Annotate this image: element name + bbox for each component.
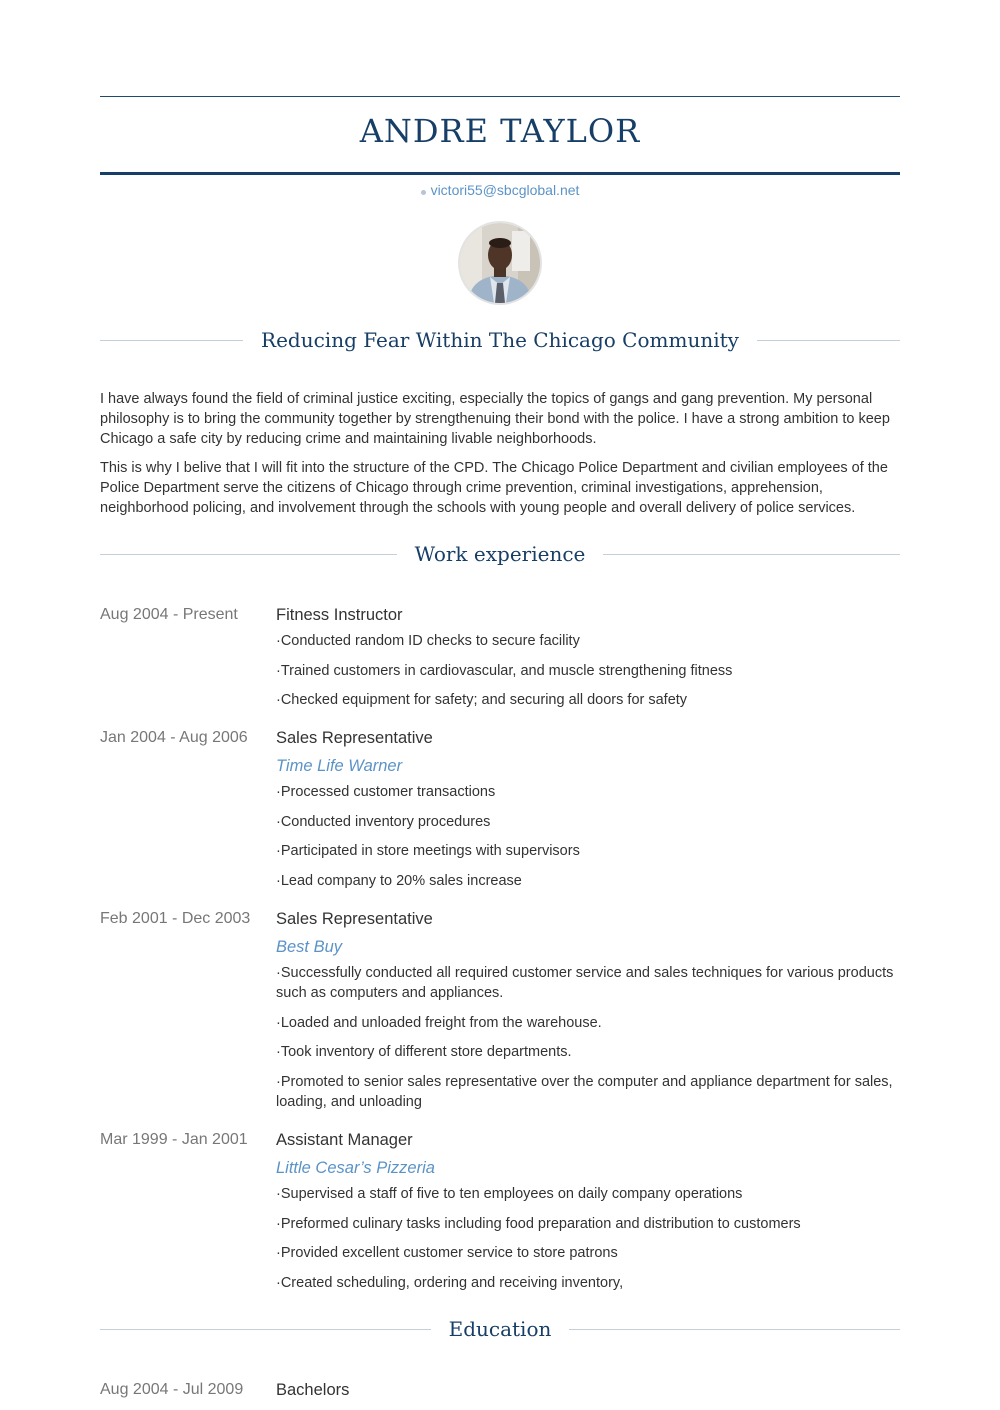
- job-role: Sales Representative: [276, 729, 433, 747]
- work-experience-heading: [100, 539, 900, 569]
- header-bottom-rule: [100, 172, 900, 175]
- candidate-name: ANDRE TAYLOR: [359, 112, 641, 150]
- job-company: Best Buy: [276, 938, 343, 956]
- work-experience-title: Work experience: [397, 539, 604, 569]
- job-dates: Mar 1999 - Jan 2001: [100, 1131, 248, 1148]
- job-company: Little Cesar’s Pizzeria: [276, 1159, 435, 1177]
- job-details: [276, 1128, 900, 1303]
- list-item: ·Trained customers in cardiovascular, and muscle strengthening fitness: [276, 662, 733, 679]
- bullet-dot-icon: [421, 190, 426, 195]
- summary-text: [100, 389, 900, 527]
- education-heading: [100, 1314, 900, 1344]
- list-item: ·Conducted inventory procedures: [276, 813, 491, 830]
- list-item: ·Successfully conducted all required customer service and sales techniques for various products such as computers and appliances.: [276, 965, 894, 1001]
- list-item: ·Participated in store meetings with supervisors: [276, 843, 580, 860]
- list-item: ·Supervised a staff of five to ten employees on daily company operations: [276, 1186, 743, 1202]
- education-title: Education: [431, 1314, 570, 1344]
- job-bullets: [276, 631, 900, 710]
- list-item: ·Preformed culinary tasks including food preparation and distribution to customers: [276, 1215, 801, 1232]
- summary-paragraph: I have always found the field of criminal justice exciting, especially the topics of gangs and gang prevention. My personal philosophy is to bring the community together by strengthenuing their bond with the police. I have a strong ambition to keep Chicago a safe city by reducing crime and maintaining livable neighborhoods.: [100, 391, 890, 447]
- list-item: ·Processed customer transactions: [276, 784, 496, 800]
- job-details: [276, 603, 900, 720]
- list-item: ·Provided excellent customer service to store patrons: [276, 1245, 618, 1262]
- contact-line: [100, 182, 900, 198]
- list-item: ·Checked equipment for safety; and securing all doors for safety: [276, 692, 688, 709]
- education-dates: Aug 2004 - Jul 2009: [100, 1381, 244, 1398]
- job-company: Time Life Warner: [276, 757, 403, 775]
- education-degree: Bachelors: [276, 1381, 350, 1399]
- job-dates: Jan 2004 - Aug 2006: [100, 729, 248, 746]
- email-link[interactable]: victori55@sbcglobal.net: [430, 182, 580, 198]
- list-item: ·Loaded and unloaded freight from the warehouse.: [276, 1014, 602, 1031]
- job-dates: Feb 2001 - Dec 2003: [100, 910, 251, 927]
- list-item: ·Conducted random ID checks to secure facility: [276, 633, 580, 649]
- job-role: Assistant Manager: [276, 1131, 413, 1149]
- header-top-rule: [100, 96, 900, 97]
- job-details: [276, 726, 900, 901]
- job-bullets: [276, 1184, 900, 1293]
- summary-heading: [100, 325, 900, 355]
- list-item: ·Took inventory of different store departments.: [276, 1044, 572, 1061]
- list-item: ·Promoted to senior sales representative over the computer and appliance department for sales, loading, and unloading: [276, 1074, 893, 1111]
- summary-title: Reducing Fear Within The Chicago Community: [243, 325, 757, 355]
- summary-paragraph: This is why I belive that I will fit into the structure of the CPD. The Chicago Police Department and civilian employees of the Police Department serve the citizens of Chicago through crime prevention, criminal investigations, apprehension, neighborhood policing, and involvement through the schools with young people and overall delivery of police services.: [100, 460, 888, 516]
- job-bullets: [276, 963, 900, 1112]
- job-role: Fitness Instructor: [276, 606, 403, 624]
- list-item: ·Created scheduling, ordering and receiving inventory,: [276, 1275, 624, 1292]
- profile-photo-image: [460, 223, 540, 303]
- job-dates: Aug 2004 - Present: [100, 606, 238, 623]
- job-details: [276, 907, 900, 1122]
- job-role: Sales Representative: [276, 910, 433, 928]
- job-bullets: [276, 782, 900, 891]
- list-item: ·Lead company to 20% sales increase: [276, 873, 522, 890]
- profile-photo: [460, 223, 540, 303]
- education-details: [276, 1378, 900, 1402]
